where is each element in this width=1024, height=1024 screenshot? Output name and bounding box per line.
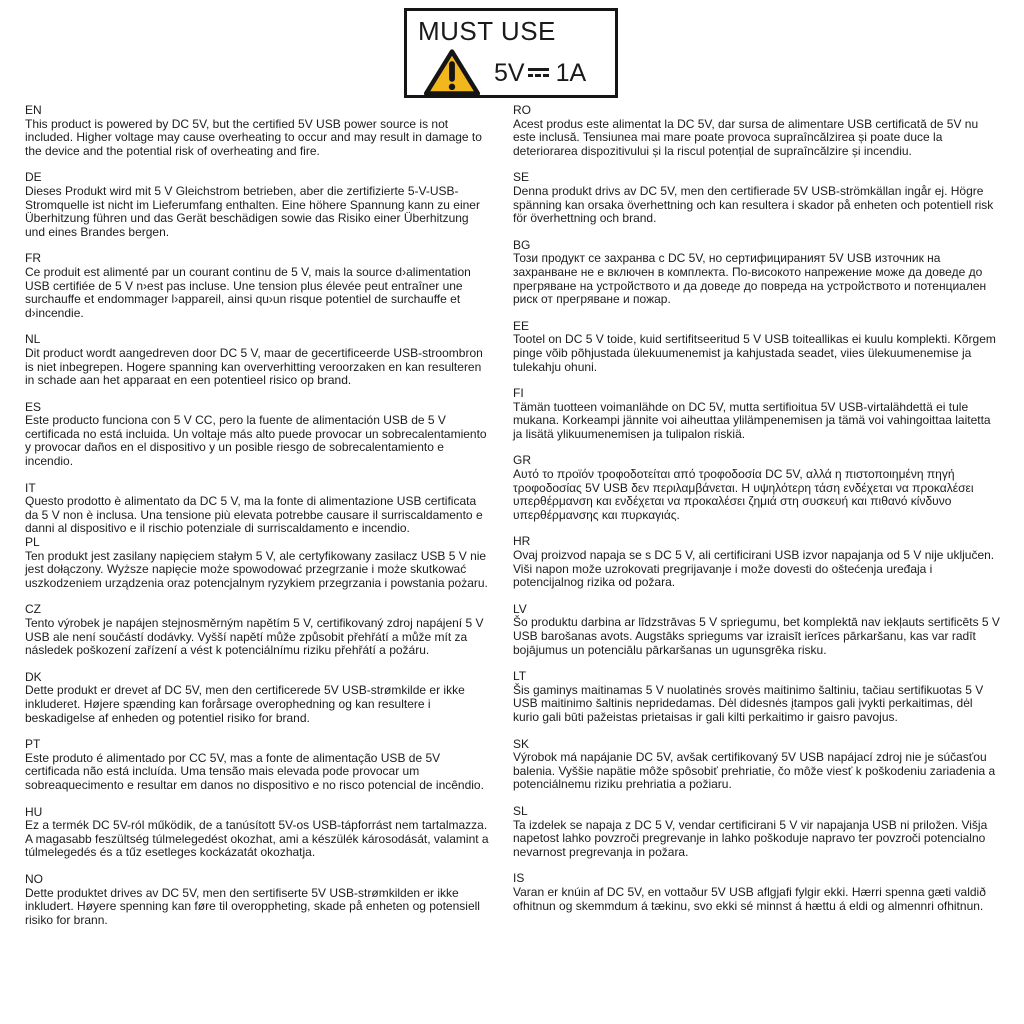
lang-code-lt: LT bbox=[513, 669, 527, 684]
lang-text-nl: Dit product wordt aangedreven door DC 5 V, maar de gecertificeerde USB-stroombron is niet inbegrepen. Hogere spanning kan oververhitting veroorzaken en kan resulteren in schade aan het apparaat en een potentieel risico op brand. bbox=[25, 345, 483, 388]
lang-text-sl: Ta izdelek se napaja z DC 5 V, vendar certificirani 5 V vir napajanja USB ni priložen. Višja napetost lahko povzroči pregrevanje in lahko poškoduje napravo ter povzroči potencialno nevarnost pregrevanja in požara. bbox=[513, 817, 988, 859]
lang-code-no: NO bbox=[25, 871, 43, 886]
lang-text-pl: Ten produkt jest zasilany napięciem stałym 5 V, ale certyfikowany zasilacz USB 5 V nie jest dołączony. Wyższe napięcie może spowodować przegrzanie i może skutkować uszkodzeniem urządzenia oraz potencjalnym ryzykiem przegrzania i powstania pożaru. bbox=[25, 548, 488, 590]
lang-code-fr: FR bbox=[25, 251, 41, 266]
voltage-value: 5V bbox=[494, 58, 525, 87]
lang-text-sk: Výrobok má napájanie DC 5V, avšak certifikovaný 5V USB napájací zdroj nie je súčasťou balenia. Vyššie napätie môže spôsobiť prehriatie, čo môže viesť k poškodeniu zariadenia a potenciálnemu riziku prehriatia a požiaru. bbox=[513, 750, 996, 792]
lang-code-hr: HR bbox=[513, 534, 531, 549]
section-pl bbox=[25, 536, 489, 590]
lang-text-en: This product is powered by DC 5V, but the certified 5V USB power source is not included. Higher voltage may cause overheating to occur and may result in damage to the device and the potential risk of overheating and fire. bbox=[25, 116, 482, 158]
lang-code-nl: NL bbox=[25, 332, 41, 347]
lang-code-cz: CZ bbox=[25, 602, 41, 617]
section-nl bbox=[25, 333, 489, 387]
lang-text-dk: Dette produkt er drevet af DC 5V, men den certificerede 5V USB-strømkilde er ikke inkluderet. Højere spænding kan forårsage overophedning og kan resultere i beskadigelse af enheden og potentiel risiko for brand. bbox=[25, 683, 465, 725]
right-column bbox=[513, 104, 1001, 940]
power-spec-row bbox=[423, 48, 615, 98]
lang-code-ee: EE bbox=[513, 318, 530, 333]
lang-text-es: Este producto funciona con 5 V CC, pero la fuente de alimentación USB de 5 V certificada no está incluida. Un voltaje más alto puede provocar un sobrecalentamiento y provocar daños en el dispositivo y un posible riesgo de sobrecalentamiento e incendio. bbox=[25, 413, 487, 469]
lang-code-se: SE bbox=[513, 170, 530, 185]
lang-code-hu: HU bbox=[25, 804, 43, 819]
warning-triangle-icon bbox=[423, 48, 481, 98]
lang-text-is: Varan er knúin af DC 5V, en vottaður 5V USB aflgjafi fylgir ekki. Hærri spenna gæti valdið ofhitnun og skemmdum á tækinu, svo ekki sé minnst á hættu á eldi og almennri ofhitnun. bbox=[513, 884, 986, 913]
section-fr bbox=[25, 252, 489, 320]
section-sk bbox=[513, 738, 1001, 792]
section-fi bbox=[513, 387, 1001, 441]
section-no bbox=[25, 873, 489, 927]
section-es bbox=[25, 401, 489, 469]
lang-code-pt: PT bbox=[25, 737, 41, 752]
lang-code-pl: PL bbox=[25, 535, 40, 550]
lang-code-fi: FI bbox=[513, 386, 524, 401]
lang-text-ro: Acest produs este alimentat la DC 5V, dar sursa de alimentare USB certificată de 5V nu este inclusă. Tensiunea mai mare poate provoca supraîncălzirea și poate duce la deteriorarea dispozitivului și la riscul potențial de supraîncălzire și incendiu. bbox=[513, 116, 979, 158]
section-pt bbox=[25, 738, 489, 792]
section-lt bbox=[513, 670, 1001, 724]
lang-text-fr: Ce produit est alimenté par un courant continu de 5 V, mais la source d›alimentation USB certifiée de 5 V n›est pas incluse. Une tension plus élevée peut entraîner une surchauffe et endommager l›appareil, ainsi qu›un risque potentiel de surchauffe et d›incendie. bbox=[25, 264, 471, 320]
lang-code-de: DE bbox=[25, 170, 42, 185]
lang-code-dk: DK bbox=[25, 669, 42, 684]
section-se bbox=[513, 171, 1001, 225]
section-de bbox=[25, 171, 489, 239]
lang-text-lv: Šo produktu darbina ar līdzstrāvas 5 V spriegumu, bet komplektā nav iekļauts sertificēts 5 V USB barošanas avots. Augstāks spriegums var izraisīt ierīces pārkaršanu, kas var radīt bojājumus un potenciālu pārkaršanas un ugunsgrēka risku. bbox=[513, 615, 1000, 657]
must-use-title: MUST USE bbox=[418, 16, 556, 46]
section-is bbox=[513, 872, 1001, 913]
dc-current-icon bbox=[528, 68, 549, 77]
section-ro bbox=[513, 104, 1001, 158]
current-value: 1A bbox=[555, 58, 587, 87]
lang-text-lt: Šis gaminys maitinamas 5 V nuolatinės srovės maitinimo šaltiniu, tačiau sertifikuotas 5 V USB maitinimo šaltinis nepridedamas. Dėl didesnės įtampos gali įvykti perkaitimas, dėl kurio gali būti pažeistas prietaisas ir gali kilti perkaitimo ir gaisro pavojus. bbox=[513, 682, 984, 724]
lang-code-sl: SL bbox=[513, 803, 528, 818]
lang-code-sk: SK bbox=[513, 736, 530, 751]
section-cz bbox=[25, 603, 489, 657]
section-lv bbox=[513, 603, 1001, 657]
section-ee bbox=[513, 320, 1001, 374]
lang-text-fi: Tämän tuotteen voimanlähde on DC 5V, mutta sertifioitua 5V USB-virtalähdettä ei tule mukana. Korkeampi jännite voi aiheuttaa ylilämpenemisen ja tämä voi vahingoittaa laitetta ja lisätä ylikuumenemisen ja tulipalon riskiä. bbox=[513, 399, 991, 441]
lang-text-hu: Ez a termék DC 5V-ról működik, de a tanúsított 5V-os USB-tápforrást nem tartalmazza. A magasabb feszültség túlmelegedést okozhat, ami a készülék károsodását, valamint a túlmelegedés és a tűz esetleges kockázatát okozhatja. bbox=[25, 818, 489, 860]
section-it bbox=[25, 482, 489, 536]
lang-code-it: IT bbox=[25, 480, 36, 495]
lang-code-gr: GR bbox=[513, 453, 531, 468]
language-columns bbox=[25, 104, 1001, 940]
lang-code-es: ES bbox=[25, 399, 42, 414]
lang-text-gr: Αυτό το προϊόν τροφοδοτείται από τροφοδοσία DC 5V, αλλά η πιστοποιημένη πηγή τροφοδοσίας 5V USB δεν περιλαμβάνεται. Η υψηλότερη τάση ενδέχεται να προκαλέσει υπερθέρμανση και ενδέχεται να προκαλέσει ζημιά στη συσκευή και πιθανό κίνδυνο υπερθέρμανσης και πυρκαγιάς. bbox=[513, 467, 974, 522]
section-en bbox=[25, 104, 489, 158]
section-hr bbox=[513, 535, 1001, 589]
lang-code-bg: BG bbox=[513, 237, 531, 252]
lang-code-en: EN bbox=[25, 103, 42, 117]
lang-text-no: Dette produktet drives av DC 5V, men den sertifiserte 5V USB-strømkilden er ikke inkludert. Høyere spenning kan føre til overoppheting, skade på enheten og potensiell risiko for brann. bbox=[25, 885, 480, 927]
lang-text-it: Questo prodotto è alimentato da DC 5 V, ma la fonte di alimentazione USB certificata da 5 V non è inclusa. Una tensione più elevata potrebbe causare il surriscaldamento e danni al dispositivo e il rischio potenziale di surriscaldamento e incendio. bbox=[25, 494, 483, 536]
lang-text-cz: Tento výrobek je napájen stejnosměrným napětím 5 V, certifikovaný zdroj napájení 5 V USB ale není součástí dodávky. Vyšší napětí může způsobit přehřátí a může mít za následek poškození zařízení a vést k potenciálnímu riziku přehřátí a požáru. bbox=[25, 616, 484, 658]
lang-code-is: IS bbox=[513, 871, 525, 886]
power-spec bbox=[494, 59, 586, 88]
lang-text-ee: Tootel on DC 5 V toide, kuid sertifitseeritud 5 V USB toiteallikas ei kuulu komplekti. Kõrgem pinge võib põhjustada ülekuumenemist ja kahjustada seadet, viies ülekuumenemise ja tulekahju ohuni. bbox=[513, 332, 996, 374]
lang-text-de: Dieses Produkt wird mit 5 V Gleichstrom betrieben, aber die zertifizierte 5-V-USB-Stromquelle ist nicht im Lieferumfang enthalten. Eine höhere Spannung kann zu einer Überhitzung führen und das Gerät beschädigen sowie das Risiko einer Überhitzung und eines Brandes bergen. bbox=[25, 183, 480, 239]
lang-text-pt: Este produto é alimentado por CC 5V, mas a fonte de alimentação USB de 5V certificada não está incluída. Uma tensão mais elevada pode provocar um sobreaquecimento e resultar em danos no dispositivo e no risco potencial de incêndio. bbox=[25, 750, 484, 792]
lang-code-lv: LV bbox=[513, 601, 527, 616]
lang-text-hr: Ovaj proizvod napaja se s DC 5 V, ali certificirani USB izvor napajanja od 5 V nije uključen. Viši napon može uzrokovati pregrijavanje i može dovesti do oštećenja uređaja i potencijalnog rizika od požara. bbox=[513, 548, 995, 590]
section-sl bbox=[513, 805, 1001, 859]
must-use-box bbox=[404, 8, 618, 98]
section-hu bbox=[25, 806, 489, 860]
left-column bbox=[25, 104, 489, 940]
lang-text-bg: Този продукт се захранва с DC 5V, но сертифицираният 5V USB източник на захранване не е включен в комплекта. По-високото напрежение може да доведе до прегряване на устройството и да доведе до повреда на устройството и потенциален риск от прегряване и пожар. bbox=[513, 251, 987, 307]
lang-text-se: Denna produkt drivs av DC 5V, men den certifierade 5V USB-strömkällan ingår ej. Högre spänning kan orsaka överhettning och kan resultera i skador på enheten och potentiell risk för överhettning och brand. bbox=[513, 183, 994, 226]
section-gr bbox=[513, 454, 1001, 522]
lang-code-ro: RO bbox=[513, 103, 531, 117]
section-dk bbox=[25, 671, 489, 725]
section-bg bbox=[513, 239, 1001, 307]
